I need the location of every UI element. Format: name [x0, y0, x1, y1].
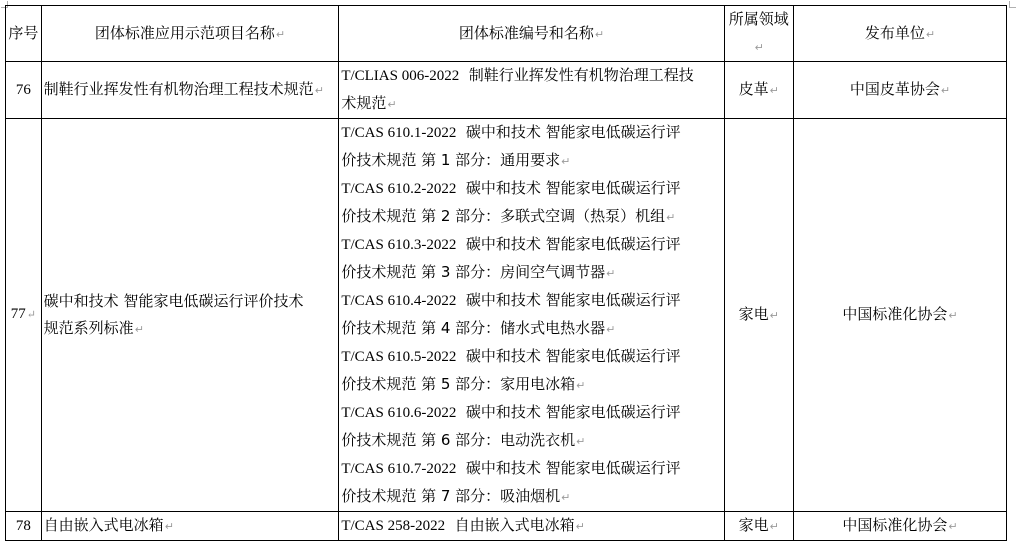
standard-cell: T/CAS 610.1-2022 碳中和技术 智能家电低碳运行评 价技术规范 第 1 部分：通用要求↵ T/CAS 610.2-2022 碳中和技术 智能家电低碳运行评 价技术规范 第 2 部分：多联式空调（热泵）机组↵ T/CAS 610.3-2022 碳中和技术 智能家电低碳运行评 价技术规范 第 3 部分：房间空气调节器↵ T/CAS 610.4-2022 碳中和技术 智能家电低碳运行评 价技术规范 第 4 部分：储水式电热水器↵ T/CAS 610.5-2022 碳中和技术 智能家电低碳运行评 价技术规范 第 5 部分：家用电冰箱↵ T/CAS 610.6-2022 碳中和技术 智能家电低碳运行评 价技术规范 第 6 部分：电动洗衣机↵ T/CAS 610.7-2022 碳中和技术 智能家电低碳运行评 价技术规范 第 7 部分：吸油烟机↵: [339, 119, 724, 512]
field-cell: 家电↵: [724, 119, 793, 512]
paragraph-mark-icon: ↵: [925, 27, 936, 41]
paragraph-mark-icon: ↵: [576, 435, 586, 448]
page-corner-mark: [1009, 1, 1016, 8]
publisher-cell: 中国标准化协会↵: [793, 119, 1006, 512]
row-number: 76: [6, 62, 42, 119]
standards-table: [5, 5, 1007, 541]
project-name-cell: 制鞋行业挥发性有机物治理工程技术规范↵: [41, 62, 339, 119]
publisher-cell: 中国皮革协会↵: [793, 62, 1006, 119]
header-cell-standard: 团体标准编号和名称↵: [339, 6, 724, 62]
header-cell-no: 序号: [6, 6, 42, 62]
paragraph-mark-icon: ↵: [948, 309, 958, 322]
paragraph-mark-icon: ↵: [576, 379, 586, 392]
table-row: [6, 119, 1007, 512]
header-cell-field: 所属领域↵: [724, 6, 793, 62]
paragraph-mark-icon: ↵: [606, 323, 616, 336]
paragraph-mark-icon: ↵: [769, 520, 779, 533]
paragraph-mark-icon: ↵: [561, 155, 571, 168]
paragraph-mark-icon: ↵: [561, 491, 571, 504]
publisher-cell: 中国标准化协会↵: [793, 512, 1006, 541]
project-name-cell: 自由嵌入式电冰箱↵: [41, 512, 339, 541]
paragraph-mark-icon: ↵: [666, 211, 676, 224]
row-number: 77↵: [6, 119, 42, 512]
paragraph-mark-icon: ↵: [594, 27, 605, 41]
paragraph-mark-icon: ↵: [754, 41, 764, 54]
standard-cell: T/CLIAS 006-2022 制鞋行业挥发性有机物治理工程技 术规范↵: [339, 62, 724, 119]
paragraph-mark-icon: ↵: [134, 322, 144, 336]
row-number: 78: [6, 512, 42, 541]
paragraph-mark-icon: ↵: [164, 520, 174, 533]
paragraph-mark-icon: ↵: [575, 520, 585, 533]
paragraph-mark-icon: ↵: [948, 520, 958, 533]
paragraph-mark-icon: ↵: [275, 27, 286, 41]
table-row: [6, 512, 1007, 541]
table-header-row: [6, 6, 1007, 62]
field-cell: 家电↵: [724, 512, 793, 541]
header-cell-project: 团体标准应用示范项目名称↵: [41, 6, 339, 62]
paragraph-mark-icon: ↵: [606, 267, 616, 280]
paragraph-mark-icon: ↵: [387, 98, 397, 111]
field-cell: 皮革↵: [724, 62, 793, 119]
paragraph-mark-icon: ↵: [769, 309, 779, 322]
paragraph-mark-icon: ↵: [769, 84, 779, 97]
header-cell-publisher: 发布单位↵: [793, 6, 1006, 62]
paragraph-mark-icon: ↵: [26, 309, 36, 321]
paragraph-mark-icon: ↵: [940, 84, 951, 97]
project-name-cell: 碳中和技术 智能家电低碳运行评价技术 规范系列标准↵: [41, 119, 339, 512]
standard-cell: T/CAS 258-2022 自由嵌入式电冰箱↵: [339, 512, 724, 541]
paragraph-mark-icon: ↵: [314, 84, 324, 97]
table-row: [6, 62, 1007, 119]
